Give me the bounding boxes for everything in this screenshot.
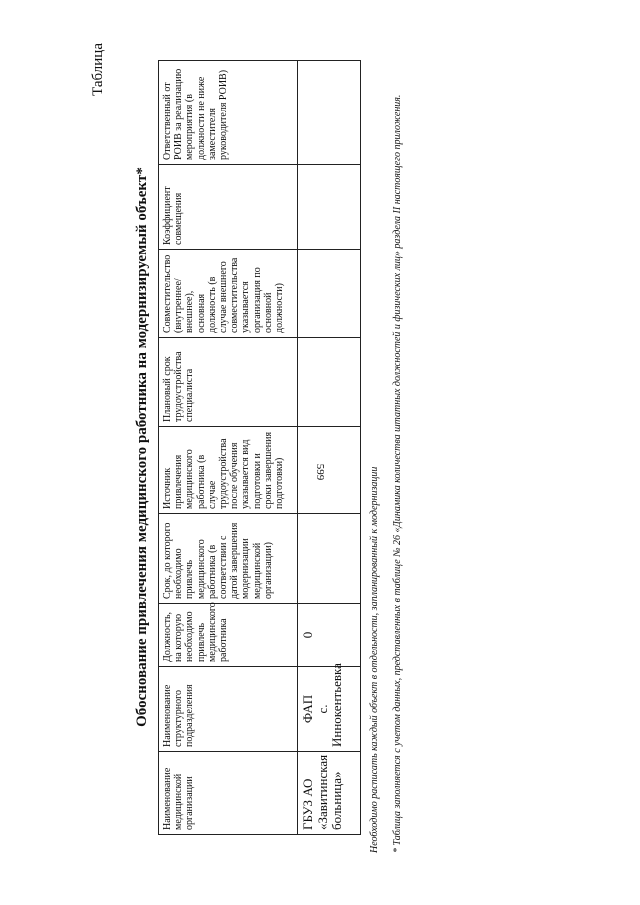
table-label: Таблица [90,43,106,96]
table-header-row [159,61,298,835]
footnote-asterisk: * Таблица заполняется с учетом данных, представленных в таблице № 26 «Динамика количества штатных должностей и физических лиц» раздела II настоящего приложения. [392,94,403,853]
column-header: Ответственный от РОИВ за реализацию мероприятия (в должности не ниже заместителя руководителя РОИВ) [159,61,298,165]
position-cell: 0 [298,604,361,667]
empty-cell [298,165,361,250]
empty-cell [298,514,361,604]
empty-cell [298,250,361,338]
column-header: Наименование медицинской организации [159,752,298,835]
division-cell [298,663,361,752]
empty-cell [298,61,361,165]
column-header: Наименование структурного подразделения [159,667,298,752]
column-header: Совместительство (внутреннее/ внешнее), основная должность (в случае внешнего совместительства указывается организация по основной должности) [159,250,298,338]
empty-cell [298,427,361,514]
column-header: Должность, на которую необходимо привлечь медицинского работника [159,604,298,667]
empty-cell [298,338,361,427]
division-type: ФАП [300,694,315,724]
column-header: Коэффициент совмещения [159,165,298,250]
column-header: Плановый срок трудоустройства специалиста [159,338,298,427]
page-number: 599 [314,463,326,481]
column-header: Срок, до которого необходимо привлечь медицинского работника (в соответствии с датой завершения модернизации медицинской организации) [159,514,298,604]
table-row [298,61,361,835]
column-header: Источник привлечения медицинского работника (в случае трудоустройства после обучения указывается вид подготовки и сроки завершения подготовки) [159,427,298,514]
division-location: с. Иннокентьевка [314,663,345,747]
footnote-modernization: Необходимо расписать каждый объект в отдельности, запланированный к модернизации [369,466,380,853]
justification-table [158,60,361,835]
table-title: Обоснование привлечения медицинского работника на модернизируемый объект* [134,167,150,727]
organization-cell: ГБУЗ АО «Завитинская больница» [298,752,361,835]
rotated-page-content [86,32,630,867]
